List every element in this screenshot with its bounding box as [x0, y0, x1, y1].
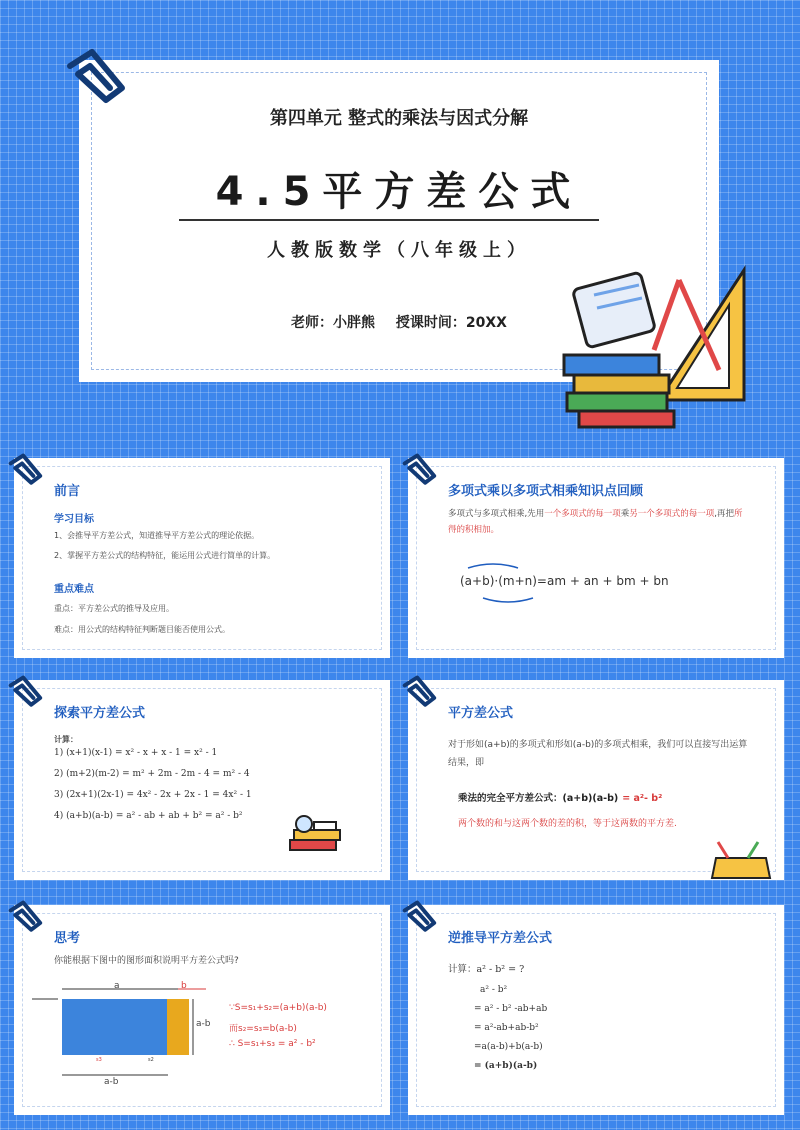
goal-item: 2、掌握平方差公式的结构特征，能运用公式进行简单的计算。	[54, 551, 276, 560]
paperclip-icon	[400, 898, 440, 932]
label-b: b	[181, 981, 187, 991]
area-diagram	[28, 973, 228, 1093]
calc-row: 1) (x+1)(x-1) = x² - x + x - 1 = x² - 1	[54, 748, 218, 758]
card-title: 探索平方差公式	[54, 706, 146, 721]
goal-item: 1、会推导平方差公式，知道推导平方差公式的理论依据。	[54, 531, 260, 540]
formula-note: 两个数的和与这两个数的差的积，等于这两数的平方差.	[458, 819, 677, 829]
card-reverse	[408, 905, 784, 1115]
derive-step: a² - b²	[480, 985, 508, 995]
arc-marks	[463, 558, 563, 604]
card-title: 思考	[54, 931, 81, 946]
formula-line: 乘法的完全平方差公式：(a+b)(a-b) = a²- b²	[458, 793, 663, 804]
formula-intro: 对于形如(a+b)的多项式和形如(a-b)的多项式相乘，我们可以直接写出运算结果，即	[448, 740, 748, 768]
derive-step: =a(a-b)+b(a-b)	[474, 1042, 543, 1052]
page-title: 4.5平方差公式	[215, 169, 583, 215]
label-bottom: a-b	[104, 1077, 119, 1087]
review-desc: 多项式与多项式相乘,先用一个多项式的每一项乘另一个多项式的每一项,再把所得的积相加。	[448, 509, 743, 535]
proof-line: ∴ S=s₁+s₃ = a² - b²	[229, 1039, 316, 1049]
teacher-name: 老师：小胖熊	[291, 315, 376, 331]
card-formula	[408, 680, 784, 880]
card-title: 逆推导平方差公式	[448, 931, 553, 946]
calc-prompt: 计算：a² - b² = ?	[448, 964, 525, 975]
proof-line: ∵S=s₁+s₂=(a+b)(a-b)	[229, 1003, 327, 1013]
derive-step: = a²-ab+ab-b²	[474, 1023, 539, 1033]
proof-line: 而s₂=s₃=b(a-b)	[229, 1024, 297, 1034]
paperclip-icon	[6, 451, 46, 485]
goal-heading: 学习目标	[54, 514, 94, 525]
unit-title: 第四单元 整式的乘法与因式分解	[269, 108, 529, 129]
card-explore	[14, 680, 390, 880]
label-a: a	[114, 981, 120, 991]
expansion-formula: (a+b)·(m+n)=am + an + bm + bn	[460, 574, 669, 588]
card-preface	[14, 458, 390, 658]
books-ruler-illustration	[559, 260, 749, 430]
derive-step: = a² - b² -ab+ab	[474, 1004, 548, 1014]
question: 你能根据下图中的图形面积说明平方差公式吗?	[54, 956, 239, 966]
paperclip-icon	[400, 451, 440, 485]
card-think	[14, 905, 390, 1115]
title-divider	[179, 219, 599, 221]
card-title: 多项式乘以多项式相乘知识点回顾	[448, 484, 644, 499]
calc-label: 计算：	[54, 735, 78, 744]
key-heading: 重点难点	[54, 584, 94, 595]
cover-card	[79, 60, 719, 382]
paperclip-icon	[6, 898, 46, 932]
derive-step: = (a+b)(a-b)	[474, 1061, 538, 1071]
magnifier-book-icon	[284, 814, 344, 860]
subtitle: 人教版数学（八年级上）	[267, 240, 531, 261]
class-time: 授课时间：20XX	[395, 315, 507, 331]
calc-row: 3) (2x+1)(2x-1) = 4x² - 2x + 2x - 1 = 4x² - 1	[54, 790, 252, 800]
card-title: 平方差公式	[448, 706, 514, 721]
calc-row: 2) (m+2)(m-2) = m² + 2m - 2m - 4 = m² - 4	[54, 769, 250, 779]
calc-row: 4) (a+b)(a-b) = a² - ab + ab + b² = a² - b²	[54, 811, 243, 821]
card-title: 前言	[54, 484, 81, 499]
key-item: 难点：用公式的结构特征判断题目能否使用公式。	[54, 625, 230, 634]
s3-label: s3	[96, 1057, 102, 1063]
card-review	[408, 458, 784, 658]
label-side: a-b	[196, 1019, 211, 1029]
pencil-cup-icon	[708, 840, 774, 880]
paperclip-icon	[62, 44, 132, 104]
paperclip-icon	[400, 673, 440, 707]
s2-label: s2	[148, 1057, 154, 1063]
key-item: 重点：平方差公式的推导及应用。	[54, 604, 174, 613]
paperclip-icon	[6, 673, 46, 707]
